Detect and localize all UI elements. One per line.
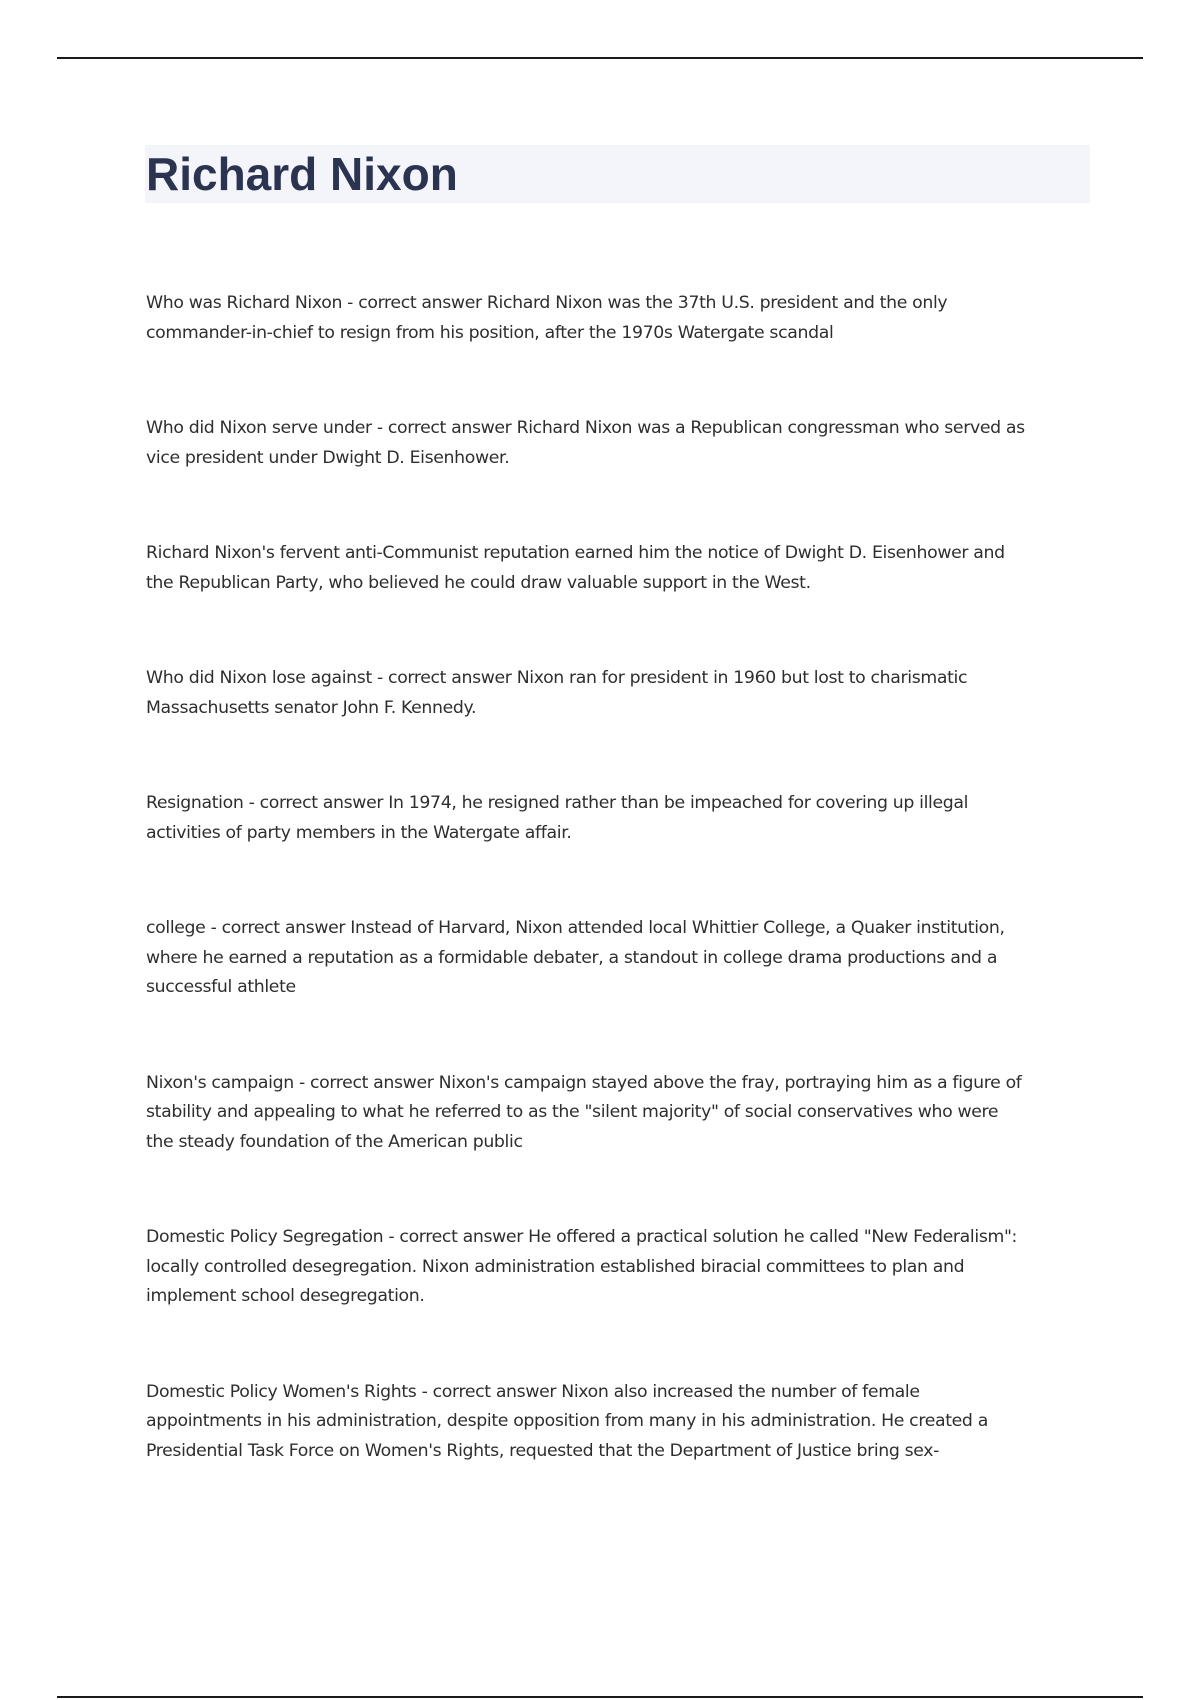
top-divider [57, 57, 1143, 59]
entry-served-under: Who did Nixon serve under - correct answer Richard Nixon was a Republican congressman who served as vice president under Dwight D. Eisenhower. [146, 418, 1025, 468]
entry-lost-against: Who did Nixon lose against - correct answer Nixon ran for president in 1960 but lost to charismatic Massachusetts senator John F. Kennedy. [146, 668, 968, 718]
bottom-divider [57, 1696, 1143, 1698]
entry-segregation: Domestic Policy Segregation - correct answer He offered a practical solution he called "New Federalism": locally controlled desegregation. Nixon administration established biracial committees to plan and implement school desegregation. [146, 1227, 1018, 1306]
entry-resignation: Resignation - correct answer In 1974, he resigned rather than be impeached for covering up illegal activities of party members in the Watergate affair. [146, 793, 969, 843]
entry-campaign: Nixon's campaign - correct answer Nixon's campaign stayed above the fray, portraying him as a figure of stability and appealing to what he referred to as the "silent majority" of social conservatives who were the steady foundation of the American public [146, 1072, 1022, 1152]
entry-college: college - correct answer Instead of Harvard, Nixon attended local Whittier College, a Quaker institution, where he earned a reputation as a formidable debater, a standout in college drama productions and a successful athlete [146, 918, 1005, 997]
page-title: Richard Nixon [146, 148, 458, 200]
entry-womens-rights: Domestic Policy Women's Rights - correct answer Nixon also increased the number of female appointments in his administration, despite opposition from many in his administration. He created a Presidential Task Force on Women's Rights, requested that the Department of Justice bring sex- [146, 1381, 988, 1461]
entry-anti-communist: Richard Nixon's fervent anti-Communist reputation earned him the notice of Dwight D. Eisenhower and the Republican Party, who believed he could draw valuable support in the West. [146, 543, 1005, 593]
entry-list [146, 289, 1096, 1532]
entry-who-was-nixon: Who was Richard Nixon - correct answer Richard Nixon was the 37th U.S. president and the only commander-in-chief to resign from his position, after the 1970s Watergate scandal [146, 293, 948, 343]
